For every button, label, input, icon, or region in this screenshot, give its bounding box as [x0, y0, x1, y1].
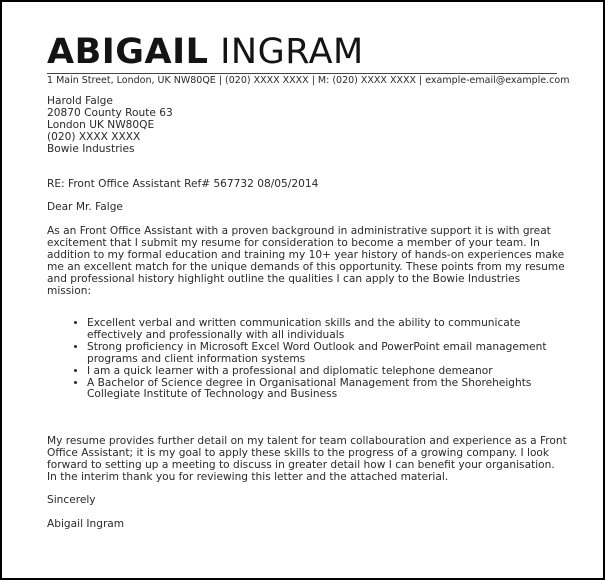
applicant-first-name: ABIGAIL [47, 32, 209, 72]
recipient-city: London UK NW80QE [47, 118, 155, 131]
signature-name: Abigail Ingram [47, 518, 125, 530]
contact-line: 1 Main Street, London, UK NW80QE | (020) XXXX XXXX | M: (020) XXXX XXXX | example-email@example.com [47, 75, 570, 86]
list-item: • A Bachelor of Science degree in Organisational Management from the Shoreheights Collegiate Institute of Technology and Business [87, 378, 557, 402]
recipient-street: 20870 County Route 63 [47, 106, 173, 119]
list-item: • I am a quick learner with a professional and diplomatic telephone demeanor [87, 366, 557, 378]
recipient-company: Bowie Industries [47, 142, 135, 155]
recipient-phone: (020) XXXX XXXX [47, 130, 141, 143]
intro-paragraph: As an Front Office Assistant with a proven background in administrative support it is with great excitement that I submit my resume for consideration to become a member of your team. In addition to my formal education and training my 10+ year history of hands-on experiences make me an excellent match for the unique demands of this opportunity. These points from my resume and professional history highlight outline the qualities I can apply to the Bowie Industries mission: [47, 225, 565, 297]
applicant-name-heading [47, 32, 364, 72]
list-item: • Excellent verbal and written communication skills and the ability to communicate effectively and professionally with all individuals [87, 318, 557, 342]
list-item: • Strong proficiency in Microsoft Excel Word Outlook and PowerPoint email management programs and client information systems [87, 342, 557, 366]
reference-line: RE: Front Office Assistant Ref# 567732 08/05/2014 [47, 178, 319, 190]
applicant-last-name: INGRAM [220, 32, 364, 72]
valediction: Sincerely [47, 494, 96, 506]
salutation: Dear Mr. Falge [47, 201, 123, 213]
closing-paragraph: My resume provides further detail on my talent for team collabouration and experience as a Front Office Assistant; it is my goal to apply these skills to the progress of a growing company. I look forward to setting up a meeting to discuss in greater detail how I can benefit your organisation. In the interim thank you for reviewing this letter and the attached material. [47, 435, 567, 483]
recipient-address-block [47, 96, 173, 156]
recipient-name: Harold Falge [47, 95, 113, 107]
qualifications-list [67, 318, 557, 401]
